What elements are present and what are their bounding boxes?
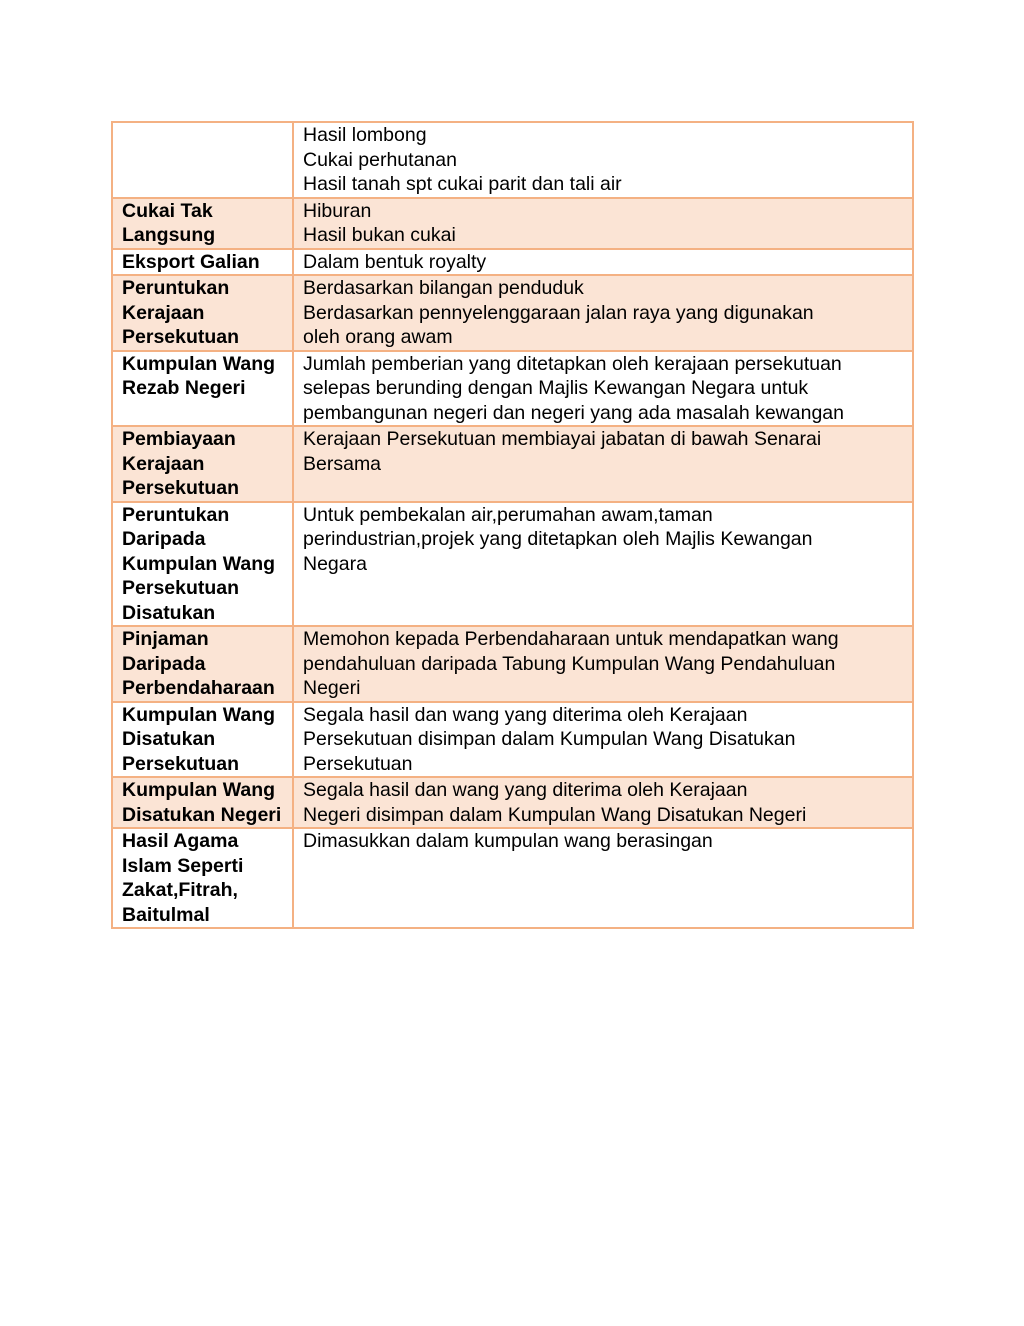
row-label-line: Persekutuan [122, 477, 240, 499]
row-description-cell [293, 426, 913, 502]
row-description-line: Dimasukkan dalam kumpulan wang berasingan [303, 830, 713, 852]
row-description-line: oleh orang awam [303, 326, 453, 348]
row-label-cell [112, 777, 293, 828]
row-label-line: Pinjaman [122, 628, 209, 650]
row-description-line: Negara [303, 552, 367, 575]
row-label-line: Islam Seperti [122, 854, 244, 877]
row-label-cell [112, 426, 293, 502]
row-label-line: Cukai Tak [122, 199, 213, 222]
row-description-line: Hiburan [303, 199, 372, 222]
row-description-cell [293, 626, 913, 702]
row-label-line: Kumpulan Wang [122, 779, 276, 801]
row-label-line: Zakat,Fitrah, [122, 879, 238, 901]
row-label-line: Peruntukan [122, 503, 230, 526]
row-label-line: Disatukan [122, 728, 216, 750]
table-row [112, 626, 913, 702]
row-description-line: Dalam bentuk royalty [303, 250, 487, 273]
row-label-line: Perbendaharaan [122, 677, 275, 699]
row-label-cell [112, 198, 293, 249]
row-label-line: Peruntukan [122, 277, 230, 299]
table-body [112, 122, 913, 928]
row-label-line: Langsung [122, 224, 216, 246]
row-label-line: Baitulmal [122, 903, 210, 926]
table-row [112, 351, 913, 427]
row-label-line: Persekutuan [122, 577, 240, 599]
row-label-line: Daripada [122, 652, 206, 675]
row-description-line: Negeri disimpan dalam Kumpulan Wang Disatukan Negeri [303, 803, 807, 826]
row-description-line: Cukai perhutanan [303, 148, 457, 171]
row-label-line: Disatukan Negeri [122, 803, 282, 826]
row-description-line: Memohon kepada Perbendaharaan untuk mendapatkan wang [303, 628, 839, 650]
row-label-line: Persekutuan [122, 326, 240, 348]
row-description-cell [293, 702, 913, 778]
row-label-cell [112, 249, 293, 276]
row-label-cell [112, 275, 293, 351]
row-description-cell [293, 777, 913, 828]
row-description-line: Segala hasil dan wang yang diterima oleh Kerajaan [303, 779, 748, 801]
row-description-line: pendahuluan daripada Tabung Kumpulan Wang Pendahuluan [303, 652, 836, 675]
row-description-line: perindustrian,projek yang ditetapkan oleh Majlis Kewangan [303, 528, 813, 550]
row-description-cell [293, 122, 913, 198]
row-label-cell [112, 828, 293, 928]
table-row [112, 122, 913, 198]
row-label-cell [112, 351, 293, 427]
row-description-cell [293, 502, 913, 627]
row-label-line: Disatukan [122, 601, 216, 624]
row-description-line: Hasil tanah spt cukai parit dan tali air [303, 173, 622, 195]
table-row [112, 502, 913, 627]
row-description-line: Persekutuan [303, 752, 413, 775]
table-row [112, 426, 913, 502]
row-description-line: pembangunan negeri dan negeri yang ada masalah kewangan [303, 401, 844, 424]
row-label-line: Pembiayaan [122, 428, 236, 450]
row-label-line: Kerajaan [122, 452, 205, 475]
row-label-line: Eksport Galian [122, 250, 260, 273]
row-description-line: Untuk pembekalan air,perumahan awam,taman [303, 503, 713, 526]
row-label-line: Kumpulan Wang [122, 703, 276, 726]
row-description-line: Berdasarkan bilangan penduduk [303, 277, 584, 299]
row-description-line: Hasil bukan cukai [303, 224, 456, 246]
row-label-cell [112, 626, 293, 702]
table-row [112, 275, 913, 351]
row-description-line: Kerajaan Persekutuan membiayai jabatan di bawah Senarai [303, 428, 822, 450]
row-description-line: Jumlah pemberian yang ditetapkan oleh kerajaan persekutuan [303, 352, 842, 375]
row-description-line: Bersama [303, 452, 382, 475]
table-row [112, 777, 913, 828]
table-row [112, 198, 913, 249]
row-label-cell [112, 502, 293, 627]
table-row [112, 828, 913, 928]
revenue-table [111, 121, 914, 929]
table-row [112, 702, 913, 778]
row-description-cell [293, 351, 913, 427]
row-description-line: Berdasarkan pennyelenggaraan jalan raya yang digunakan [303, 301, 814, 324]
row-description-cell [293, 828, 913, 928]
row-label-line: Kumpulan Wang [122, 552, 276, 575]
row-description-cell [293, 275, 913, 351]
row-label-cell [112, 702, 293, 778]
row-description-line: selepas berunding dengan Majlis Kewangan Negara untuk [303, 377, 809, 399]
row-label-line: Persekutuan [122, 752, 240, 775]
row-description-cell [293, 198, 913, 249]
row-label-cell [112, 122, 293, 198]
table-row [112, 249, 913, 276]
row-description-line: Negeri [303, 677, 361, 699]
row-label-line: Rezab Negeri [122, 377, 246, 399]
row-label-line: Daripada [122, 528, 206, 550]
row-description-line: Hasil lombong [303, 124, 427, 146]
row-label-line: Hasil Agama [122, 830, 239, 852]
row-description-line: Segala hasil dan wang yang diterima oleh Kerajaan [303, 703, 748, 726]
row-label-line: Kerajaan [122, 301, 205, 324]
row-description-line: Persekutuan disimpan dalam Kumpulan Wang Disatukan [303, 728, 796, 750]
row-description-cell [293, 249, 913, 276]
row-label-line: Kumpulan Wang [122, 352, 276, 375]
